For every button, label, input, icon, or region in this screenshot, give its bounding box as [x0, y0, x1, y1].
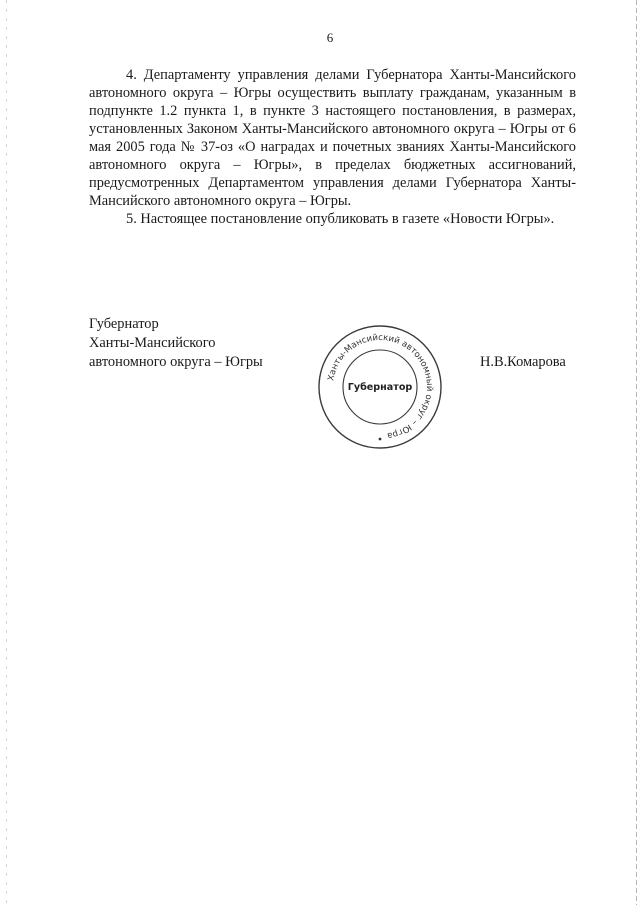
signatory-position-line: Ханты-Мансийского	[89, 335, 216, 351]
signatory-position	[89, 315, 263, 372]
paragraph-5: 5. Настоящее постановление опубликовать в газете «Новости Югры».	[126, 211, 555, 227]
paragraph-4: 4. Департаменту управления делами Губернатора Ханты-Мансийского автономного округа – Югры осуществить выплату гражданам, указанным в подпункте 1.2 пункта 1, в пункте 3 настоящего постановления, в размерах, установленных Законом Ханты-Мансийского автономного округа – Югры от 6 мая 2005 года № 37-оз «О наградах и почетных званиях Ханты-Мансийского автономного округа – Югры», в пределах бюджетных ассигнований, предусмотренных Департаментом управления делами Губернатора Ханты-Мансийского автономного округа – Югры.	[89, 67, 576, 209]
seal-star-dot	[379, 438, 382, 441]
seal-ring-text: Ханты-Мансийский автономный округ – Югра	[326, 332, 435, 441]
signatory-position-line: автономного округа – Югры	[89, 354, 263, 370]
seal-center-text: Губернатор	[347, 382, 413, 393]
signatory-position-line: Губернатор	[89, 316, 159, 332]
page-number: 6	[326, 30, 334, 45]
document-body	[89, 66, 576, 228]
official-seal	[315, 322, 445, 452]
seal-graphic	[315, 322, 445, 452]
scan-edge-left	[6, 0, 7, 905]
scan-edge-right	[636, 0, 637, 905]
signatory-name: Н.В.Комарова	[480, 354, 566, 370]
